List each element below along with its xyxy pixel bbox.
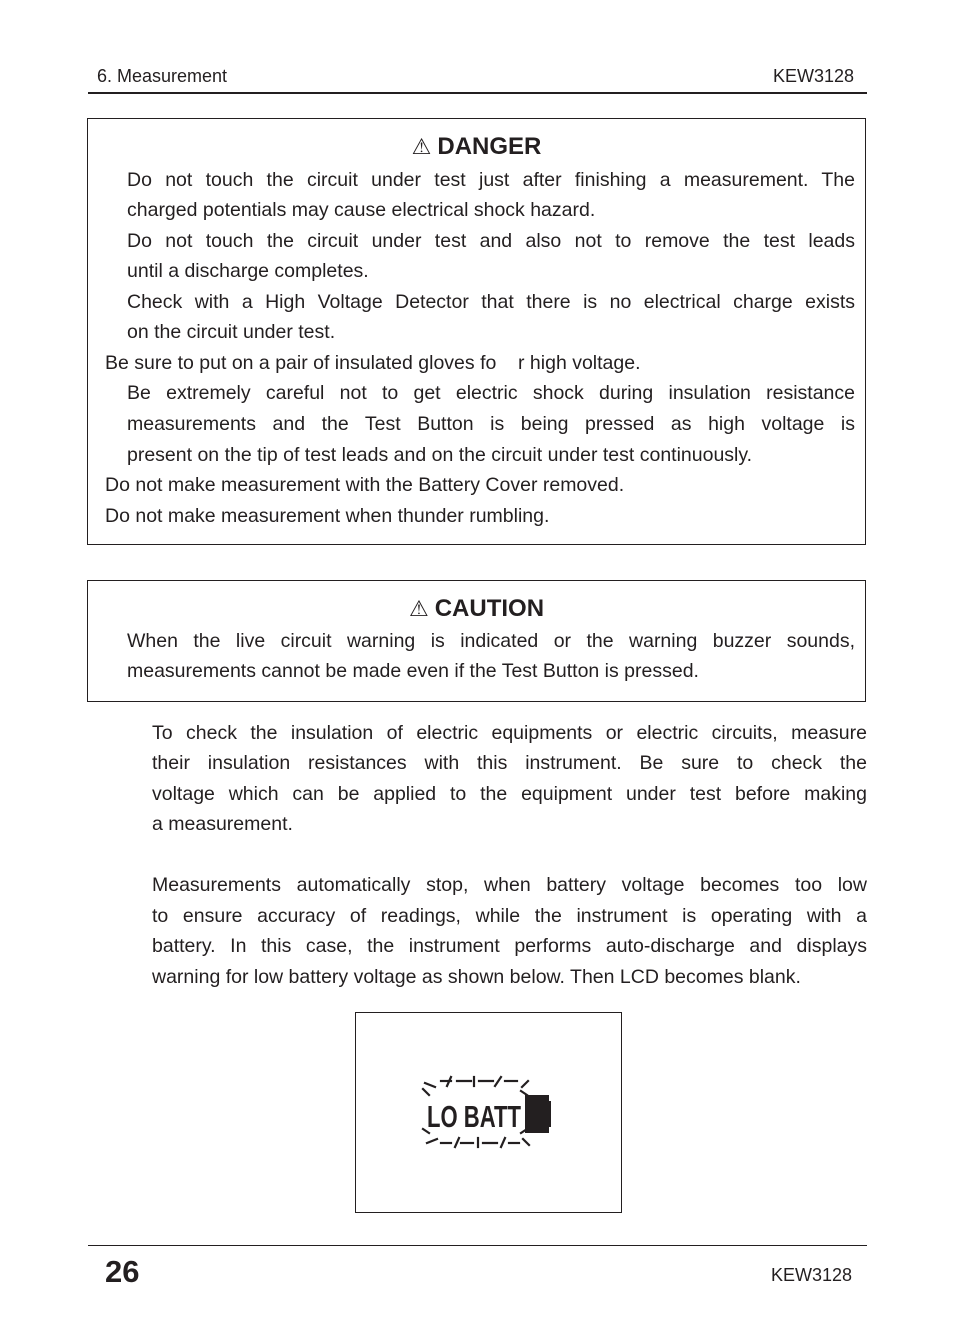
header-divider — [88, 92, 867, 94]
body-line: their insulation resistances with this instrument. Be sure to check the — [152, 752, 867, 774]
body-line: Measurements automatically stop, when battery voltage becomes too low — [152, 874, 867, 896]
danger-line: Be extremely careful not to get electric shock during insulation resistance — [127, 382, 855, 404]
model-name-header: KEW3128 — [772, 66, 854, 86]
body-line: warning for low battery voltage as shown below. Then LCD becomes blank. — [152, 966, 801, 988]
caution-box — [87, 580, 866, 702]
danger-line: Do not touch the circuit under test just after finishing a measurement. The — [127, 169, 855, 191]
danger-line: on the circuit under test. — [127, 321, 336, 343]
section-title: 6. Measurement — [97, 66, 228, 86]
danger-line: Do not make measurement with the Battery Cover removed. — [105, 474, 625, 496]
body-line: voltage which can be applied to the equipment under test before making — [152, 783, 867, 805]
danger-line: Do not touch the circuit under test and also not to remove the test leads — [127, 230, 855, 252]
lo-batt-text: LO BATT — [427, 1099, 522, 1134]
body-line: to ensure accuracy of readings, while the instrument is operating with a — [152, 905, 867, 927]
danger-line: charged potentials may cause electrical shock hazard. — [127, 199, 596, 221]
lo-batt-indicator — [421, 1075, 561, 1151]
caution-line: measurements cannot be made even if the Test Button is pressed. — [127, 660, 699, 682]
page-number: 26 — [105, 1254, 140, 1289]
body-line: a measurement. — [152, 813, 293, 835]
danger-title: ⚠ DANGER — [411, 133, 542, 160]
warning-triangle-icon: ⚠ — [408, 596, 429, 621]
warning-triangle-icon: ⚠ — [411, 134, 432, 159]
lcd-display-illustration — [355, 1012, 622, 1213]
model-name-footer: KEW3128 — [770, 1265, 852, 1285]
battery-icon — [525, 1095, 551, 1133]
footer-divider — [88, 1245, 867, 1246]
body-line: To check the insulation of electric equipments or electric circuits, measure — [152, 722, 867, 744]
caution-line: When the live circuit warning is indicated or the warning buzzer sounds, — [127, 630, 855, 652]
danger-line: measurements and the Test Button is being pressed as high voltage is — [127, 413, 855, 435]
body-line: battery. In this case, the instrument performs auto-discharge and displays — [152, 935, 867, 957]
danger-line: Do not make measurement when thunder rumbling. — [105, 505, 550, 527]
danger-line: Be sure to put on a pair of insulated gloves fo r high voltage. — [105, 352, 641, 374]
caution-title: ⚠ CAUTION — [408, 595, 545, 622]
danger-line: present on the tip of test leads and on the circuit under test continuously. — [127, 444, 753, 466]
danger-line: Check with a High Voltage Detector that there is no electrical charge exists — [127, 291, 855, 313]
danger-line: until a discharge completes. — [127, 260, 369, 282]
danger-box — [87, 118, 866, 545]
